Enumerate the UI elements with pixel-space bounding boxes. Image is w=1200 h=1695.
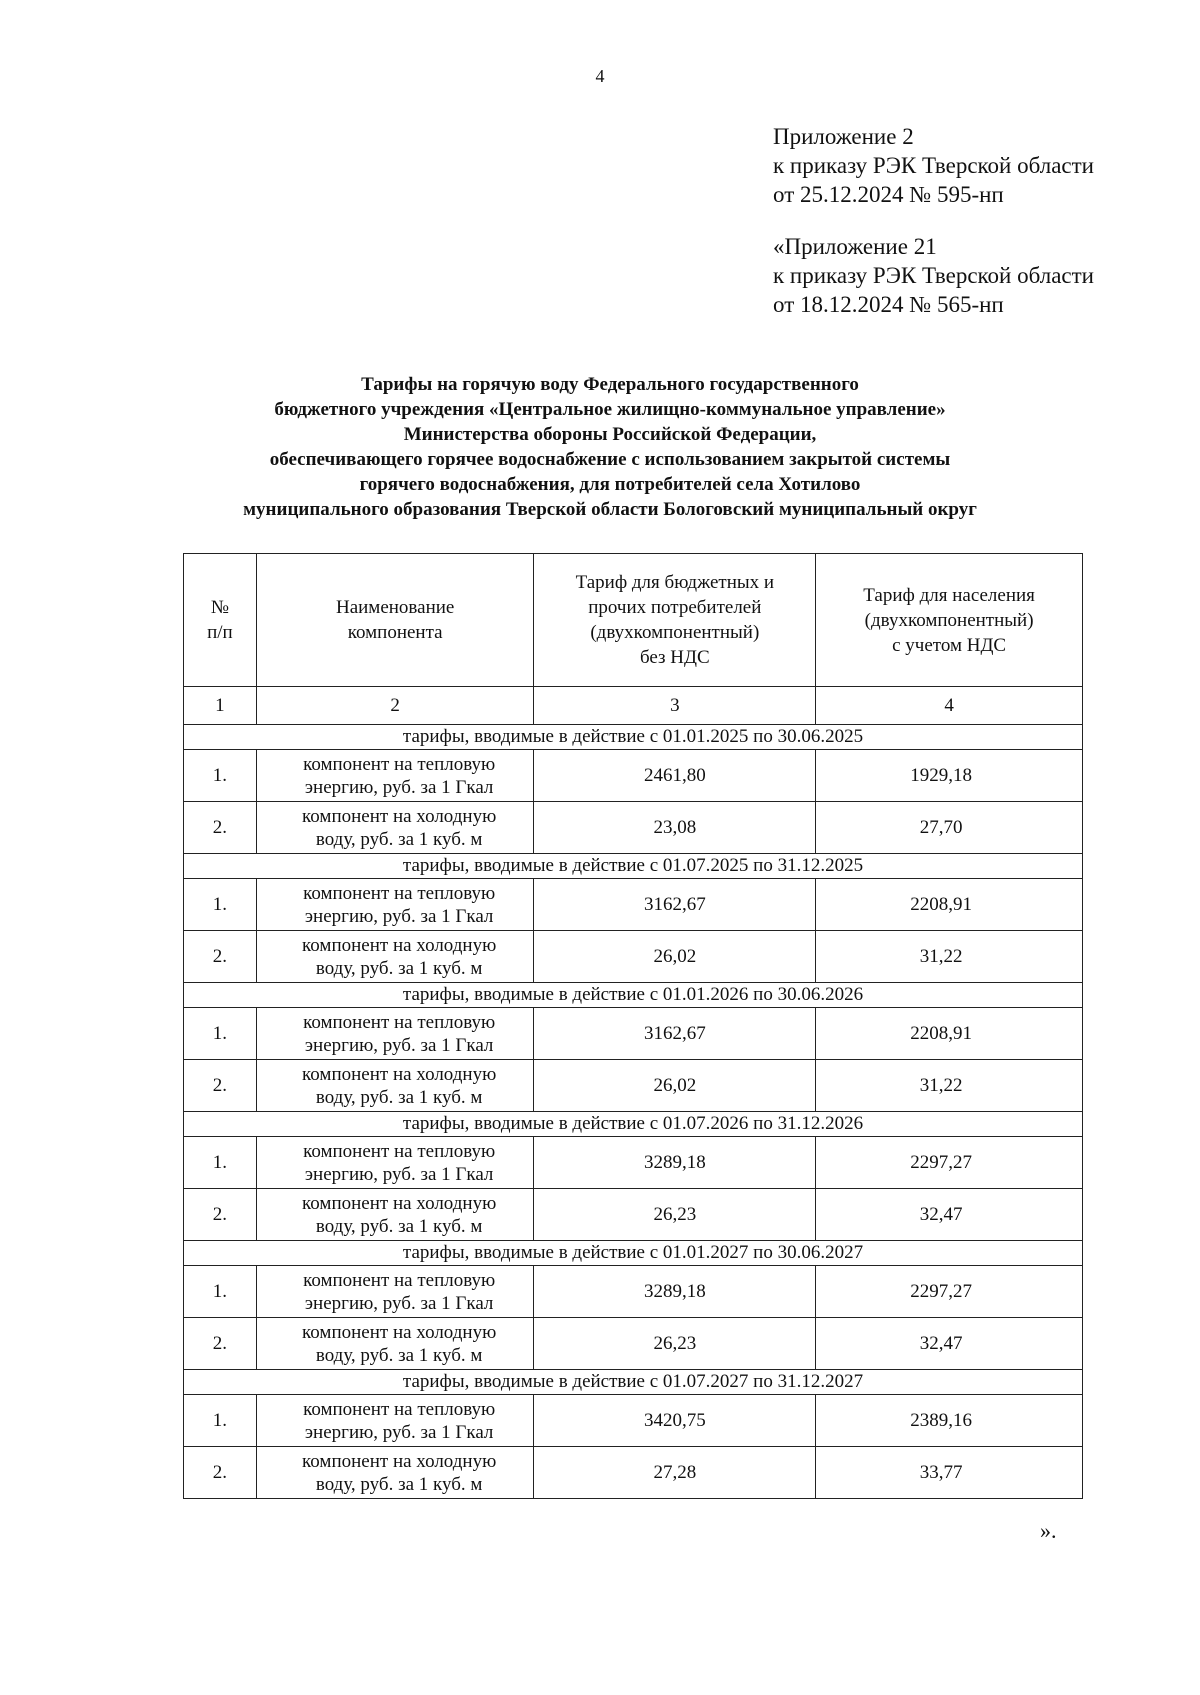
title-line: бюджетного учреждения «Центральное жилищно-коммунальное управление» (274, 399, 946, 420)
budget-tariff-value: 3289,18 (534, 1266, 816, 1318)
budget-tariff-value: 26,23 (534, 1189, 816, 1241)
budget-tariff-value: 26,02 (534, 1060, 816, 1112)
period-label: тарифы, вводимые в действие с 01.07.2026 по 31.12.2026 (184, 1112, 1083, 1137)
population-tariff-value: 2208,91 (816, 1008, 1083, 1060)
header-text: Тариф для бюджетных и (575, 572, 775, 593)
annex-current-line-1: Приложение 2 (773, 124, 914, 149)
population-tariff-value: 27,70 (816, 802, 1083, 854)
table-row (184, 1447, 1083, 1499)
component-name (256, 1395, 534, 1447)
population-tariff-value: 31,22 (816, 931, 1083, 983)
budget-tariff-value: 2461,80 (534, 750, 816, 802)
component-name-line: компонент на тепловую (303, 753, 496, 775)
component-name-line: воду, руб. за 1 куб. м (315, 828, 483, 850)
row-number: 2. (184, 1189, 257, 1241)
component-name (256, 879, 534, 931)
row-number: 2. (184, 1447, 257, 1499)
component-name-line: воду, руб. за 1 куб. м (315, 1086, 483, 1108)
period-label: тарифы, вводимые в действие с 01.07.2027 по 31.12.2027 (184, 1370, 1083, 1395)
budget-tariff-value: 26,23 (534, 1318, 816, 1370)
component-name (256, 1008, 534, 1060)
budget-tariff-value: 3162,67 (534, 1008, 816, 1060)
header-text: (двухкомпонентный) (864, 609, 1034, 631)
header-text: № (210, 597, 229, 618)
period-row (184, 1112, 1083, 1137)
population-tariff-value: 33,77 (816, 1447, 1083, 1499)
population-tariff-value: 31,22 (816, 1060, 1083, 1112)
table-row (184, 1008, 1083, 1060)
tariff-table (183, 553, 1083, 1499)
component-name-line: компонент на тепловую (303, 1011, 496, 1033)
component-name (256, 931, 534, 983)
budget-tariff-value: 23,08 (534, 802, 816, 854)
period-label: тарифы, вводимые в действие с 01.01.2027 по 30.06.2027 (184, 1241, 1083, 1266)
table-row (184, 879, 1083, 931)
period-row (184, 1370, 1083, 1395)
title-line: Тарифы на горячую воду Федерального государственного (361, 374, 859, 395)
component-name-line: компонент на тепловую (303, 1269, 496, 1291)
row-number: 1. (184, 1395, 257, 1447)
table-row (184, 1189, 1083, 1241)
annex-amended-line-3: от 18.12.2024 № 565-нп (773, 292, 1004, 317)
header-text: п/п (207, 622, 233, 643)
component-name-line: компонент на холодную (302, 934, 497, 956)
component-name-line: энергию, руб. за 1 Гкал (304, 1034, 494, 1056)
row-number: 2. (184, 802, 257, 854)
component-name-line: энергию, руб. за 1 Гкал (304, 1421, 494, 1443)
population-tariff-value: 1929,18 (816, 750, 1083, 802)
title-line: Министерства обороны Российской Федерации, (403, 424, 817, 445)
budget-tariff-value: 3162,67 (534, 879, 816, 931)
population-tariff-value: 2389,16 (816, 1395, 1083, 1447)
component-name-line: воду, руб. за 1 куб. м (315, 1215, 483, 1237)
component-name (256, 1318, 534, 1370)
header-text: Тариф для населения (863, 584, 1035, 606)
table-row (184, 1266, 1083, 1318)
title-line: обеспечивающего горячее водоснабжение с использованием закрытой системы (269, 449, 951, 470)
component-name-line: воду, руб. за 1 куб. м (315, 1473, 483, 1495)
component-name (256, 802, 534, 854)
budget-tariff-value: 27,28 (534, 1447, 816, 1499)
component-name-line: энергию, руб. за 1 Гкал (304, 905, 494, 927)
component-name (256, 1189, 534, 1241)
population-tariff-value: 32,47 (816, 1189, 1083, 1241)
component-name (256, 1060, 534, 1112)
population-tariff-value: 32,47 (816, 1318, 1083, 1370)
row-number: 1. (184, 750, 257, 802)
population-tariff-value: 2297,27 (816, 1137, 1083, 1189)
component-name-line: компонент на тепловую (303, 882, 496, 904)
header-row-number (184, 554, 257, 687)
component-name (256, 1137, 534, 1189)
column-number: 3 (534, 687, 816, 725)
table-header-row (184, 554, 1083, 687)
budget-tariff-value: 3420,75 (534, 1395, 816, 1447)
period-row (184, 983, 1083, 1008)
header-budget-tariff (534, 554, 816, 687)
annex-amended-line-2: к приказу РЭК Тверской области (773, 263, 1094, 288)
population-tariff-value: 2297,27 (816, 1266, 1083, 1318)
closing-quote-mark: ». (1040, 1518, 1057, 1543)
row-number: 2. (184, 1060, 257, 1112)
component-name-line: энергию, руб. за 1 Гкал (304, 1292, 494, 1314)
page-number: 4 (595, 66, 605, 86)
component-name-line: компонент на холодную (302, 1450, 497, 1472)
component-name-line: компонент на холодную (302, 1321, 497, 1343)
annex-amended-reference (773, 232, 1094, 319)
column-number: 4 (816, 687, 1083, 725)
column-numbering-row (184, 687, 1083, 725)
annex-current-line-2: к приказу РЭК Тверской области (773, 153, 1094, 178)
row-number: 2. (184, 1318, 257, 1370)
header-text: (двухкомпонентный) (590, 622, 760, 643)
period-label: тарифы, вводимые в действие с 01.01.2025 по 30.06.2025 (184, 725, 1083, 750)
budget-tariff-value: 26,02 (534, 931, 816, 983)
table-row (184, 1060, 1083, 1112)
component-name (256, 1266, 534, 1318)
component-name-line: компонент на тепловую (303, 1398, 496, 1420)
component-name-line: компонент на холодную (302, 805, 497, 827)
period-row (184, 854, 1083, 879)
row-number: 2. (184, 931, 257, 983)
component-name-line: компонент на холодную (302, 1063, 497, 1085)
period-row (184, 1241, 1083, 1266)
header-text: Наименование (335, 597, 455, 618)
period-row (184, 725, 1083, 750)
header-text: с учетом НДС (892, 634, 1007, 656)
component-name-line: компонент на холодную (302, 1192, 497, 1214)
title-line: горячего водоснабжения, для потребителей села Хотилово (359, 474, 861, 495)
row-number: 1. (184, 879, 257, 931)
component-name-line: энергию, руб. за 1 Гкал (304, 776, 494, 798)
table-row (184, 931, 1083, 983)
period-label: тарифы, вводимые в действие с 01.01.2026 по 30.06.2026 (184, 983, 1083, 1008)
column-number: 1 (184, 687, 257, 725)
component-name-line: воду, руб. за 1 куб. м (315, 1344, 483, 1366)
table-row (184, 802, 1083, 854)
title-line: муниципального образования Тверской области Бологовский муниципальный округ (243, 499, 977, 520)
row-number: 1. (184, 1008, 257, 1060)
table-row (184, 1395, 1083, 1447)
document-title (150, 372, 1070, 522)
period-label: тарифы, вводимые в действие с 01.07.2025 по 31.12.2025 (184, 854, 1083, 879)
table-row (184, 750, 1083, 802)
component-name-line: энергию, руб. за 1 Гкал (304, 1163, 494, 1185)
component-name-line: компонент на тепловую (303, 1140, 496, 1162)
header-text: компонента (347, 622, 443, 643)
component-name-line: воду, руб. за 1 куб. м (315, 957, 483, 979)
table-row (184, 1137, 1083, 1189)
budget-tariff-value: 3289,18 (534, 1137, 816, 1189)
population-tariff-value: 2208,91 (816, 879, 1083, 931)
header-population-tariff (816, 554, 1083, 687)
annex-current-line-3: от 25.12.2024 № 595-нп (773, 182, 1004, 207)
row-number: 1. (184, 1266, 257, 1318)
header-component-name (256, 554, 534, 687)
annex-amended-line-1: «Приложение 21 (773, 234, 937, 259)
table-row (184, 1318, 1083, 1370)
annex-current-reference (773, 122, 1094, 209)
component-name (256, 750, 534, 802)
column-number: 2 (256, 687, 534, 725)
component-name (256, 1447, 534, 1499)
header-text: без НДС (639, 647, 710, 668)
row-number: 1. (184, 1137, 257, 1189)
header-text: прочих потребителей (588, 597, 762, 618)
